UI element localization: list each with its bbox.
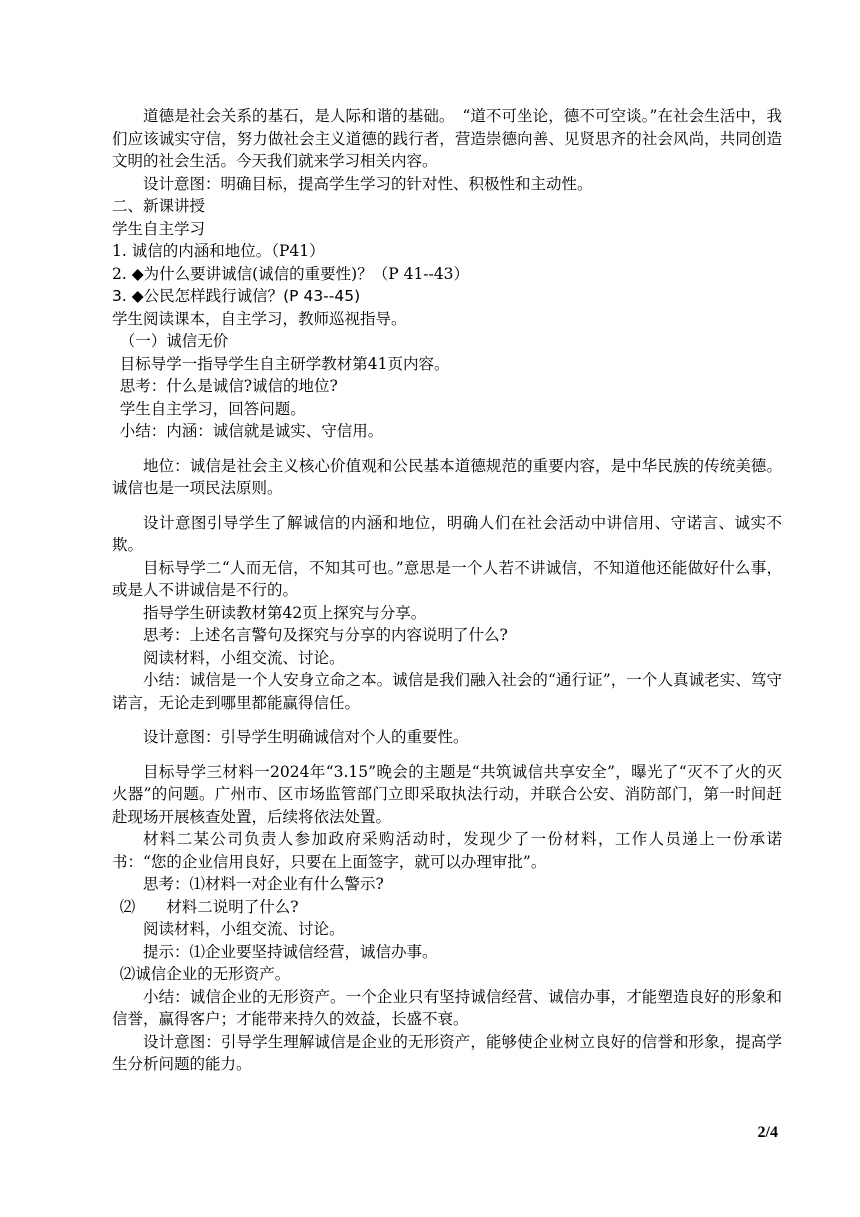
page-number: 2/4 — [757, 1124, 778, 1141]
body-paragraph: 阅读材料，小组交流、讨论。 — [143, 648, 345, 667]
body-paragraph: 地位：诚信是社会主义核心价值观和公民基本道德规范的重要内容，是中华民族的传统美德。诚信也是一项民法原则。 — [112, 456, 782, 497]
body-paragraph: 思考：什么是诚信?诚信的地位? — [119, 377, 338, 395]
body-paragraph: 目标导学三材料一2024年“3.15”晚会的主题是“共筑诚信共享安全”，曝光了“灭不了火的灭火器”的问题。广州市、区市场监管部门立即采取执法行动，并联合公安、消防部门，第一时间赶赴现场开展核查处置，后续将依法处置。 — [112, 762, 782, 826]
topic-heading: （一）诚信无价 — [119, 332, 229, 350]
section-heading: 二、新课讲授 — [112, 197, 206, 215]
list-item: 3. ◆公民怎样践行诚信？(P 43--45) — [112, 287, 361, 305]
design-intent-paragraph: 设计意图：明确目标，提高学生学习的针对性、积极性和主动性。 — [143, 174, 593, 193]
design-intent-paragraph: 设计意图：引导学生明确诚信对个人的重要性。 — [143, 728, 469, 746]
body-paragraph: 思考：⑴材料一对企业有什么警示? — [143, 875, 384, 893]
body-paragraph: ⑵ 材料二说明了什么? — [119, 897, 299, 916]
intro-paragraph: 道德是社会关系的基石，是人际和谐的基础。 “道不可坐论，德不可空谈。”在社会生活中，我们应该诚实守信，努力做社会主义道德的践行者，营造崇德向善、见贤思齐的社会风尚，共同创造文明的社会生活。今天我们就来学习相关内容。 — [112, 107, 782, 170]
subsection-heading: 学生自主学习 — [112, 219, 206, 238]
body-paragraph: 阅读材料，小组交流、讨论。 — [143, 920, 345, 938]
summary-paragraph: 小结：诚信是一个人安身立命之本。诚信是我们融入社会的“通行证”，一个人真诚老实、笃守诺言，无论走到哪里都能赢得信任。 — [112, 671, 782, 712]
body-paragraph: 指导学生研读教材第42页上探究与分享。 — [143, 603, 427, 622]
body-paragraph: 目标导学一指导学生自主研学教材第41页内容。 — [119, 354, 450, 373]
body-paragraph: 材料二某公司负责人参加政府采购活动时，发现少了一份材料，工作人员递上一份承诺书：“您的企业信用良好，只要在上面签字，就可以办理审批”。 — [112, 830, 782, 871]
body-paragraph: 提示：⑴企业要坚持诚信经营，诚信办事。 — [143, 942, 438, 961]
design-intent-paragraph: 设计意图引导学生了解诚信的内涵和地位，明确人们在社会活动中讲信用、守诺言、诚实不欺。 — [112, 513, 782, 554]
summary-paragraph: 小结：诚信企业的无形资产。一个企业只有坚持诚信经营、诚信办事，才能塑造良好的形象和信誉，赢得客户；才能带来持久的效益，长盛不衰。 — [112, 987, 782, 1028]
body-paragraph: 目标导学二“人而无信，不知其可也。”意思是一个人若不讲诚信，不知道他还能做好什么事，或是人不讲诚信是不行的。 — [112, 558, 782, 599]
page-body — [112, 105, 782, 1076]
instruction-paragraph: 学生阅读课本，自主学习，教师巡视指导。 — [112, 309, 407, 328]
body-paragraph: ⑵诚信企业的无形资产。 — [119, 965, 291, 983]
body-paragraph: 学生自主学习，回答问题。 — [119, 399, 306, 418]
design-intent-paragraph: 设计意图：引导学生理解诚信是企业的无形资产，能够使企业树立良好的信誉和形象，提高学生分析问题的能力。 — [112, 1032, 782, 1073]
list-item: 2. ◆为什么要讲诚信(诚信的重要性)？（P 41--43） — [112, 264, 470, 283]
list-item: 1. 诚信的内涵和地位。（P41） — [112, 242, 325, 260]
body-paragraph: 思考：上述名言警句及探究与分享的内容说明了什么? — [143, 626, 508, 644]
summary-paragraph: 小结：内涵：诚信就是诚实、守信用。 — [119, 422, 384, 440]
